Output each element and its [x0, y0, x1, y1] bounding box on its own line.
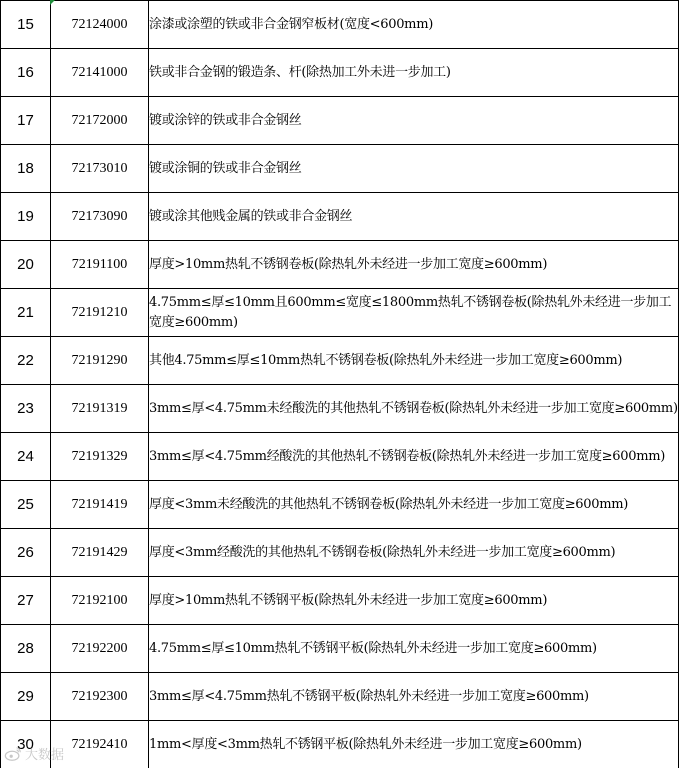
row-number: 18 [1, 145, 51, 193]
product-description: 其他4.75mm≤厚≤10mm热轧不锈钢卷板(除热轧外未经进一步加工宽度≥600mm) [149, 337, 679, 385]
product-description: 3mm≤厚<4.75mm未经酸洗的其他热轧不锈钢卷板(除热轧外未经进一步加工宽度≥600mm) [149, 385, 679, 433]
product-description: 厚度<3mm未经酸洗的其他热轧不锈钢卷板(除热轧外未经进一步加工宽度≥600mm) [149, 481, 679, 529]
table-row [1, 97, 679, 145]
tariff-code: 72173090 [51, 193, 149, 241]
table-row [1, 433, 679, 481]
tariff-code: 72191319 [51, 385, 149, 433]
table-row [1, 529, 679, 577]
row-number: 24 [1, 433, 51, 481]
row-number: 23 [1, 385, 51, 433]
tariff-code: 72192300 [51, 673, 149, 721]
product-description: 1mm<厚度<3mm热轧不锈钢平板(除热轧外未经进一步加工宽度≥600mm) [149, 721, 679, 768]
table-row [1, 337, 679, 385]
table-row [1, 145, 679, 193]
row-number: 16 [1, 49, 51, 97]
table-row [1, 721, 679, 768]
product-description: 镀或涂锌的铁或非合金钢丝 [149, 97, 679, 145]
row-number: 26 [1, 529, 51, 577]
table-row [1, 673, 679, 721]
table-row [1, 481, 679, 529]
product-description: 厚度<3mm经酸洗的其他热轧不锈钢卷板(除热轧外未经进一步加工宽度≥600mm) [149, 529, 679, 577]
row-number: 27 [1, 577, 51, 625]
tariff-code: 72191290 [51, 337, 149, 385]
product-description: 4.75mm≤厚≤10mm且600mm≤宽度≤1800mm热轧不锈钢卷板(除热轧外未经进一步加工宽度≥600mm) [149, 289, 679, 337]
cell-corner-marker [50, 0, 55, 5]
table-row [1, 385, 679, 433]
row-number: 19 [1, 193, 51, 241]
tariff-table-body [1, 1, 679, 768]
table-row [1, 1, 679, 49]
tariff-code: 72141000 [51, 49, 149, 97]
tariff-code: 72173010 [51, 145, 149, 193]
tariff-code: 72191419 [51, 481, 149, 529]
row-number: 30 [1, 721, 51, 768]
product-description: 3mm≤厚<4.75mm经酸洗的其他热轧不锈钢卷板(除热轧外未经进一步加工宽度≥600mm) [149, 433, 679, 481]
tariff-code: 72191100 [51, 241, 149, 289]
table-row [1, 289, 679, 337]
row-number: 25 [1, 481, 51, 529]
table-row [1, 241, 679, 289]
row-number: 22 [1, 337, 51, 385]
tariff-code: 72172000 [51, 97, 149, 145]
product-description: 厚度>10mm热轧不锈钢平板(除热轧外未经进一步加工宽度≥600mm) [149, 577, 679, 625]
table-row [1, 193, 679, 241]
watermark [4, 744, 64, 763]
product-description: 3mm≤厚<4.75mm热轧不锈钢平板(除热轧外未经进一步加工宽度≥600mm) [149, 673, 679, 721]
tariff-code: 72191210 [51, 289, 149, 337]
tariff-code: 72191329 [51, 433, 149, 481]
product-description: 4.75mm≤厚≤10mm热轧不锈钢平板(除热轧外未经进一步加工宽度≥600mm) [149, 625, 679, 673]
row-number: 28 [1, 625, 51, 673]
product-description: 涂漆或涂塑的铁或非合金钢窄板材(宽度<600mm) [149, 1, 679, 49]
product-description: 铁或非合金钢的锻造条、杆(除热加工外未进一步加工) [149, 49, 679, 97]
row-number: 29 [1, 673, 51, 721]
product-description: 厚度>10mm热轧不锈钢卷板(除热轧外未经进一步加工宽度≥600mm) [149, 241, 679, 289]
weibo-logo-icon [4, 745, 22, 763]
table-row [1, 577, 679, 625]
row-number: 21 [1, 289, 51, 337]
tariff-code: 72124000 [51, 1, 149, 49]
product-description: 镀或涂铜的铁或非合金钢丝 [149, 145, 679, 193]
product-description: 镀或涂其他贱金属的铁或非合金钢丝 [149, 193, 679, 241]
row-number: 15 [1, 1, 51, 49]
tariff-code: 72192100 [51, 577, 149, 625]
table-row [1, 625, 679, 673]
tariff-code: 72192200 [51, 625, 149, 673]
watermark-text: 大数据 [25, 748, 65, 763]
tariff-code: 72192410 [51, 721, 149, 768]
row-number: 17 [1, 97, 51, 145]
row-number: 20 [1, 241, 51, 289]
table-row [1, 49, 679, 97]
tariff-code: 72191429 [51, 529, 149, 577]
